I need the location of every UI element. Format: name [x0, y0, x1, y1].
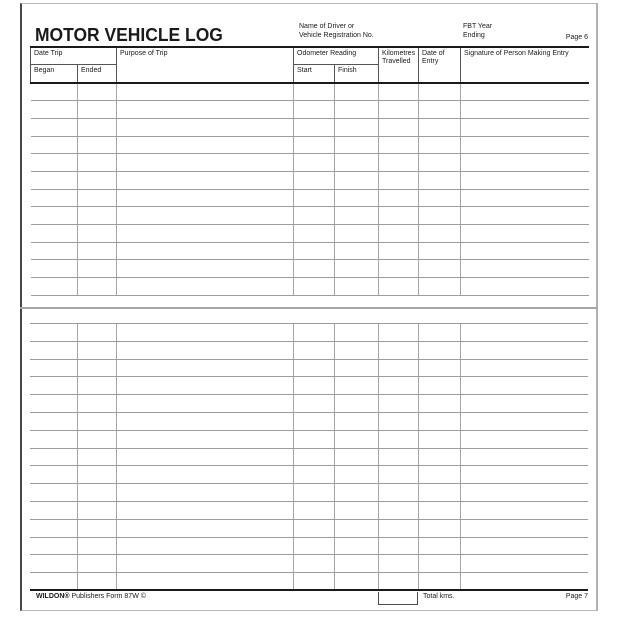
log-cell — [116, 484, 293, 502]
log-cell — [293, 395, 334, 413]
log-row — [30, 359, 588, 377]
log-cell — [378, 359, 418, 377]
log-cell — [294, 242, 335, 260]
log-cell — [460, 448, 588, 466]
log-cell — [334, 377, 378, 395]
log-cell — [460, 377, 588, 395]
kilometres-label-line2: Travelled — [382, 58, 411, 65]
log-cell — [419, 101, 461, 119]
log-cell — [78, 83, 117, 101]
log-cell — [460, 359, 588, 377]
log-cell — [294, 189, 335, 207]
form-page — [20, 3, 598, 611]
log-row — [31, 242, 589, 260]
header-ended: Ended — [78, 65, 117, 84]
fbt-label-line2: Ending — [463, 31, 485, 39]
log-row — [30, 573, 588, 591]
log-row — [31, 83, 589, 101]
publisher-credit — [36, 593, 146, 600]
log-cell — [294, 83, 335, 101]
header-kilometres-travelled — [379, 47, 419, 83]
log-cell — [335, 83, 379, 101]
log-cell — [117, 101, 294, 119]
log-cell — [418, 395, 460, 413]
log-cell — [460, 395, 588, 413]
log-cell — [78, 101, 117, 119]
log-table-bottom — [30, 323, 588, 591]
log-cell — [334, 430, 378, 448]
log-cell — [293, 324, 334, 342]
fbt-label-line1: FBT Year — [463, 23, 493, 30]
log-cell — [461, 136, 589, 154]
header-purpose-of-trip: Purpose of Trip — [117, 47, 294, 83]
page-fold-line — [20, 307, 598, 309]
log-cell — [378, 555, 418, 573]
log-cell — [77, 555, 116, 573]
log-cell — [31, 242, 78, 260]
header-date-of-entry — [419, 47, 461, 83]
log-cell — [461, 278, 589, 296]
page-number-left: Page 6 — [565, 34, 588, 41]
kilometres-label-line1: Kilometres — [382, 50, 416, 57]
log-cell — [78, 118, 117, 136]
log-cell — [77, 377, 116, 395]
log-row — [31, 118, 589, 136]
log-cell — [334, 573, 378, 591]
log-cell — [78, 278, 117, 296]
log-cell — [418, 537, 460, 555]
log-cell — [78, 260, 117, 278]
log-cell — [31, 207, 78, 225]
log-cell — [418, 466, 460, 484]
log-cell — [293, 430, 334, 448]
log-cell — [294, 136, 335, 154]
log-cell — [293, 359, 334, 377]
log-row — [30, 377, 588, 395]
driver-name-field — [299, 23, 374, 40]
log-cell — [294, 118, 335, 136]
log-cell — [378, 430, 418, 448]
log-cell — [78, 225, 117, 243]
log-row — [31, 154, 589, 172]
total-kms-box — [378, 592, 418, 605]
log-cell — [116, 466, 293, 484]
log-cell — [117, 136, 294, 154]
log-cell — [77, 573, 116, 591]
log-cell — [378, 448, 418, 466]
log-cell — [30, 324, 77, 342]
log-cell — [117, 278, 294, 296]
log-cell — [117, 207, 294, 225]
log-cell — [461, 225, 589, 243]
log-cell — [419, 260, 461, 278]
log-cell — [461, 83, 589, 101]
date-of-entry-label-line1: Date of — [422, 50, 445, 57]
log-cell — [293, 377, 334, 395]
log-row — [30, 412, 588, 430]
log-cell — [116, 341, 293, 359]
log-row — [30, 466, 588, 484]
log-row — [31, 136, 589, 154]
log-cell — [116, 395, 293, 413]
log-cell — [334, 501, 378, 519]
log-cell — [30, 484, 77, 502]
log-cell — [335, 225, 379, 243]
log-cell — [419, 118, 461, 136]
log-cell — [334, 537, 378, 555]
log-cell — [460, 466, 588, 484]
log-cell — [379, 189, 419, 207]
log-row — [31, 225, 589, 243]
log-cell — [77, 537, 116, 555]
log-row — [30, 324, 588, 342]
log-cell — [335, 171, 379, 189]
log-cell — [418, 501, 460, 519]
log-row — [30, 501, 588, 519]
driver-label-line1: Name of Driver or — [299, 23, 355, 30]
log-cell — [78, 207, 117, 225]
log-cell — [77, 519, 116, 537]
log-cell — [77, 412, 116, 430]
log-row — [30, 341, 588, 359]
log-cell — [460, 412, 588, 430]
header-signature: Signature of Person Making Entry — [461, 47, 589, 83]
log-row — [30, 395, 588, 413]
log-cell — [77, 359, 116, 377]
log-cell — [378, 412, 418, 430]
log-cell — [378, 341, 418, 359]
log-cell — [379, 242, 419, 260]
log-cell — [293, 573, 334, 591]
log-cell — [116, 555, 293, 573]
fbt-year-field — [463, 23, 492, 40]
table-header — [31, 47, 589, 83]
publisher-text: Publishers Form 87W © — [71, 593, 146, 600]
log-cell — [334, 412, 378, 430]
log-cell — [117, 189, 294, 207]
log-cell — [293, 466, 334, 484]
log-rows-bottom-section — [30, 324, 588, 591]
log-cell — [116, 412, 293, 430]
log-cell — [30, 537, 77, 555]
log-cell — [30, 501, 77, 519]
log-cell — [461, 189, 589, 207]
log-cell — [378, 501, 418, 519]
log-row — [30, 448, 588, 466]
log-cell — [419, 278, 461, 296]
log-cell — [30, 448, 77, 466]
header-start: Start — [294, 65, 335, 84]
log-cell — [117, 171, 294, 189]
log-cell — [460, 484, 588, 502]
log-cell — [30, 430, 77, 448]
log-cell — [379, 225, 419, 243]
log-cell — [378, 519, 418, 537]
log-cell — [461, 260, 589, 278]
log-cell — [461, 154, 589, 172]
log-cell — [460, 341, 588, 359]
log-cell — [334, 395, 378, 413]
date-of-entry-label-line2: Entry — [422, 58, 439, 65]
log-cell — [117, 260, 294, 278]
log-cell — [77, 501, 116, 519]
log-cell — [294, 278, 335, 296]
log-cell — [419, 136, 461, 154]
log-cell — [378, 377, 418, 395]
log-cell — [334, 484, 378, 502]
log-row — [31, 278, 589, 296]
log-cell — [78, 189, 117, 207]
log-cell — [116, 359, 293, 377]
log-cell — [461, 101, 589, 119]
log-cell — [378, 466, 418, 484]
log-cell — [419, 225, 461, 243]
log-cell — [78, 154, 117, 172]
log-cell — [379, 207, 419, 225]
log-cell — [116, 377, 293, 395]
log-cell — [379, 101, 419, 119]
log-cell — [379, 118, 419, 136]
log-cell — [31, 118, 78, 136]
log-cell — [335, 242, 379, 260]
log-row — [30, 537, 588, 555]
log-cell — [30, 395, 77, 413]
log-cell — [378, 537, 418, 555]
log-cell — [31, 136, 78, 154]
log-cell — [335, 260, 379, 278]
total-kms-label: Total kms. — [423, 593, 455, 600]
log-cell — [31, 189, 78, 207]
header-odometer-reading: Odometer Reading — [294, 47, 379, 65]
log-row — [31, 260, 589, 278]
log-cell — [293, 341, 334, 359]
log-cell — [116, 519, 293, 537]
log-cell — [419, 189, 461, 207]
log-rows-top-section — [31, 83, 589, 295]
log-cell — [379, 83, 419, 101]
log-cell — [379, 154, 419, 172]
log-cell — [334, 448, 378, 466]
log-cell — [335, 154, 379, 172]
log-cell — [335, 207, 379, 225]
log-table-top — [30, 46, 589, 296]
log-cell — [294, 171, 335, 189]
log-cell — [418, 377, 460, 395]
log-cell — [419, 154, 461, 172]
log-cell — [419, 83, 461, 101]
log-cell — [116, 537, 293, 555]
log-cell — [117, 154, 294, 172]
log-cell — [78, 136, 117, 154]
log-cell — [334, 359, 378, 377]
log-cell — [460, 324, 588, 342]
log-cell — [77, 466, 116, 484]
log-cell — [461, 118, 589, 136]
log-cell — [30, 377, 77, 395]
header-finish: Finish — [335, 65, 379, 84]
log-cell — [116, 573, 293, 591]
log-row — [31, 189, 589, 207]
log-cell — [31, 225, 78, 243]
log-cell — [30, 359, 77, 377]
log-cell — [78, 171, 117, 189]
log-cell — [379, 278, 419, 296]
log-cell — [334, 466, 378, 484]
log-cell — [418, 555, 460, 573]
log-row — [31, 101, 589, 119]
header-date-trip: Date Trip — [31, 47, 117, 65]
log-cell — [31, 260, 78, 278]
log-cell — [293, 537, 334, 555]
log-cell — [378, 324, 418, 342]
log-cell — [294, 154, 335, 172]
log-cell — [378, 573, 418, 591]
log-cell — [334, 555, 378, 573]
log-cell — [461, 207, 589, 225]
log-row — [31, 207, 589, 225]
log-cell — [77, 448, 116, 466]
log-cell — [334, 324, 378, 342]
log-row — [30, 519, 588, 537]
page-number-right: Page 7 — [565, 593, 588, 600]
log-cell — [379, 171, 419, 189]
log-cell — [293, 412, 334, 430]
log-cell — [419, 242, 461, 260]
log-cell — [293, 484, 334, 502]
log-cell — [418, 484, 460, 502]
log-cell — [77, 341, 116, 359]
log-cell — [419, 171, 461, 189]
log-cell — [77, 484, 116, 502]
log-cell — [293, 448, 334, 466]
log-cell — [30, 341, 77, 359]
log-cell — [293, 555, 334, 573]
log-cell — [30, 412, 77, 430]
log-cell — [294, 101, 335, 119]
log-cell — [418, 573, 460, 591]
log-cell — [418, 412, 460, 430]
log-cell — [378, 395, 418, 413]
log-cell — [294, 207, 335, 225]
log-cell — [335, 136, 379, 154]
log-row — [30, 430, 588, 448]
log-cell — [335, 189, 379, 207]
log-cell — [116, 324, 293, 342]
log-cell — [30, 466, 77, 484]
log-cell — [31, 83, 78, 101]
log-cell — [116, 448, 293, 466]
log-cell — [117, 83, 294, 101]
log-cell — [117, 242, 294, 260]
log-cell — [379, 260, 419, 278]
log-cell — [418, 324, 460, 342]
log-cell — [117, 225, 294, 243]
log-cell — [335, 278, 379, 296]
log-cell — [334, 519, 378, 537]
log-cell — [419, 207, 461, 225]
form-title: MOTOR VEHICLE LOG — [35, 25, 223, 45]
log-cell — [116, 501, 293, 519]
log-row — [31, 171, 589, 189]
log-cell — [117, 118, 294, 136]
log-cell — [293, 519, 334, 537]
log-cell — [460, 519, 588, 537]
log-cell — [77, 324, 116, 342]
publisher-brand: WILDON® — [36, 593, 70, 600]
log-cell — [334, 341, 378, 359]
log-cell — [335, 101, 379, 119]
log-cell — [77, 430, 116, 448]
log-cell — [418, 359, 460, 377]
log-cell — [30, 573, 77, 591]
log-cell — [460, 573, 588, 591]
log-row — [30, 555, 588, 573]
log-cell — [460, 537, 588, 555]
log-cell — [379, 136, 419, 154]
log-cell — [335, 118, 379, 136]
log-cell — [418, 341, 460, 359]
log-cell — [31, 171, 78, 189]
driver-label-line2: Vehicle Registration No. — [299, 31, 374, 39]
log-cell — [116, 430, 293, 448]
log-cell — [418, 519, 460, 537]
log-cell — [418, 430, 460, 448]
log-cell — [460, 555, 588, 573]
log-cell — [460, 501, 588, 519]
log-cell — [31, 154, 78, 172]
log-cell — [293, 501, 334, 519]
log-cell — [461, 242, 589, 260]
header-began: Began — [31, 65, 78, 84]
log-cell — [30, 555, 77, 573]
log-cell — [31, 278, 78, 296]
log-cell — [378, 484, 418, 502]
log-cell — [460, 430, 588, 448]
log-row — [30, 484, 588, 502]
log-cell — [418, 448, 460, 466]
log-cell — [78, 242, 117, 260]
log-cell — [461, 171, 589, 189]
log-cell — [294, 260, 335, 278]
log-cell — [294, 225, 335, 243]
log-cell — [77, 395, 116, 413]
log-cell — [31, 101, 78, 119]
log-cell — [30, 519, 77, 537]
